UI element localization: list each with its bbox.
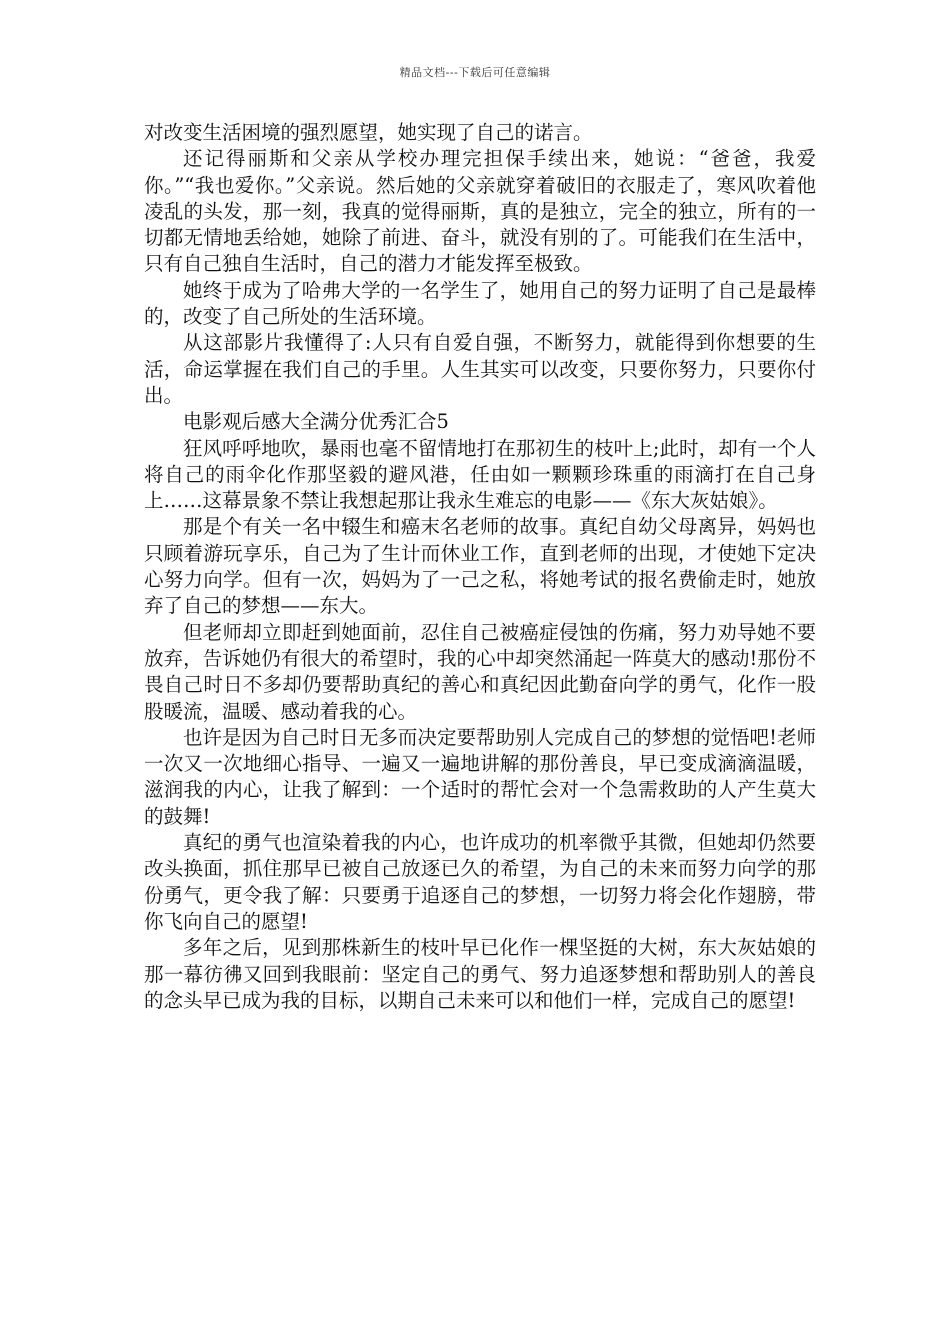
paragraph-continuation: 对改变生活困境的强烈愿望，她实现了自己的诺言。	[144, 121, 593, 144]
paragraph: 那是个有关一名中辍生和癌末名老师的故事。真纪自幼父母离异，妈妈也只顾着游玩享乐，自己为了生计而休业工作，直到老师的出现，才使她下定决心努力向学。但有一次，妈妈为了一己之私，将她考试的报名费偷走时，她放弃了自己的梦想——东大。	[144, 515, 816, 618]
paragraph: 真纪的勇气也渲染着我的内心，也许成功的机率微乎其微，但她却仍然要改头换面，抓住那早已被自己放逐已久的希望，为自己的未来而努力向学的那份勇气，更令我了解：只要勇于追逐自己的梦想，一切努力将会化作翅膀，带你飞向自己的愿望!	[144, 831, 816, 933]
paragraph: 但老师却立即赶到她面前，忍住自己被癌症侵蚀的伤痛，努力劝导她不要放弃，告诉她仍有很大的希望时，我的心中却突然涌起一阵莫大的感动!那份不畏自己时日不多却仍要帮助真纪的善心和真纪因此勤奋向学的勇气，化作一股股暖流，温暖、感动着我的心。	[144, 620, 816, 723]
paragraph: 还记得丽斯和父亲从学校办理完担保手续出来，她说：“爸爸，我爱你。”“我也爱你。”父亲说。然后她的父亲就穿着破旧的衣服走了，寒风吹着他凌乱的头发，那一刻，我真的觉得丽斯，真的是独立，完全的独立，所有的一切都无情地丢给她，她除了前进、奋斗，就没有别的了。可能我们在生活中，只有自己独自生活时，自己的潜力才能发挥至极致。	[144, 147, 816, 276]
paragraph: 她终于成为了哈弗大学的一名学生了，她用自己的努力证明了自己是最棒的，改变了自己所处的生活环境。	[144, 278, 816, 329]
paragraph: 也许是因为自己时日无多而决定要帮助别人完成自己的梦想的觉悟吧!老师一次又一次地细心指导、一遍又一遍地讲解的那份善良，早已变成滴滴温暖，滋润我的内心，让我了解到：一个适时的帮忙会对一个急需救助的人产生莫大的鼓舞!	[144, 725, 816, 828]
paragraph: 从这部影片我懂得了:人只有自爱自强，不断努力，就能得到你想要的生活，命运掌握在我们自己的手里。人生其实可以改变，只要你努力，只要你付出。	[144, 331, 816, 407]
paragraph: 狂风呼呼地吹，暴雨也毫不留情地打在那初生的枝叶上;此时，却有一个人将自己的雨伞化作那坚毅的避风港，任由如一颗颗珍珠重的雨滴打在自己身上……这幕景象不禁让我想起那让我永生难忘的电影——《东大灰姑娘》。	[144, 436, 816, 513]
paragraph: 多年之后，见到那株新生的枝叶早已化作一棵坚挺的大树，东大灰姑娘的那一幕彷彿又回到我眼前：坚定自己的勇气、努力追逐梦想和帮助别人的善良的念头早已成为我的目标，以期自己未来可以和他们一样，完成自己的愿望!	[144, 936, 816, 1012]
section-heading: 电影观后感大全满分优秀汇合5	[183, 410, 449, 434]
document-body	[144, 120, 816, 1014]
page-header: 精品文档---下载后可任意编辑	[399, 66, 551, 79]
